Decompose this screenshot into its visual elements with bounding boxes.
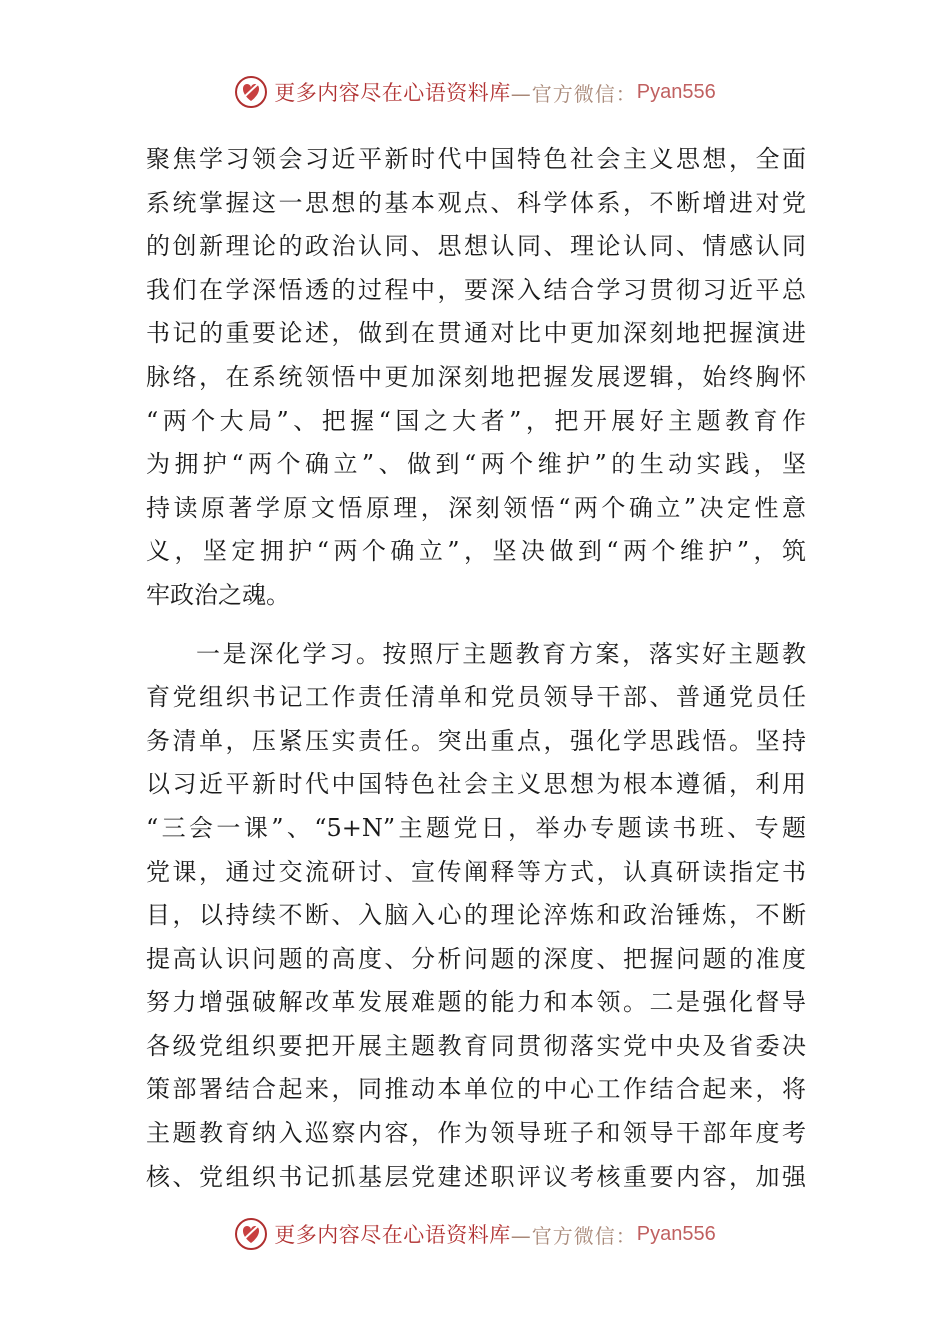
watermark-wechat-id: Pyan556 bbox=[636, 80, 716, 103]
footer-watermark bbox=[0, 1212, 950, 1256]
watermark-separator: —官方微信： bbox=[510, 81, 637, 106]
text-line: 为拥护“两个确立”、做到“两个维护”的生动实践，坚 bbox=[146, 450, 806, 479]
text-line: “两个大局”、把握“国之大者”，把开展好主题教育作 bbox=[146, 406, 806, 435]
watermark-separator: —官方微信： bbox=[510, 1223, 637, 1248]
text-line: 书记的重要论述，做到在贯通对比中更加深刻地把握演进 bbox=[146, 319, 806, 348]
watermark-title: 更多内容尽在心语资料库 bbox=[274, 1223, 511, 1247]
header-watermark bbox=[0, 70, 950, 114]
text-line: 努力增强破解改革发展难题的能力和本领。二是强化督导 bbox=[146, 988, 806, 1017]
text-line: “三会一课”、“5+N”主题党日，举办专题读书班、专题 bbox=[146, 813, 806, 842]
watermark-wechat-id: Pyan556 bbox=[636, 1222, 716, 1245]
text-line: 主题教育纳入巡察内容，作为领导班子和领导干部年度考 bbox=[146, 1119, 806, 1148]
text-line: 目，以持续不断、入脑入心的理论淬炼和政治锤炼，不断 bbox=[146, 901, 806, 930]
text-line: 以习近平新时代中国特色社会主义思想为根本遵循，利用 bbox=[146, 770, 806, 799]
text-line: 系统掌握这一思想的基本观点、科学体系，不断增进对党 bbox=[146, 188, 806, 217]
text-line: 提高认识问题的高度、分析问题的深度、把握问题的准度 bbox=[146, 944, 806, 973]
text-line: 各级党组织要把开展主题教育同贯彻落实党中央及省委决 bbox=[146, 1031, 806, 1060]
text-line: 一是深化学习。按照厅主题教育方案，落实好主题教 bbox=[196, 639, 806, 668]
paragraph-1 bbox=[146, 138, 806, 618]
text-line: 脉络，在系统领悟中更加深刻地把握发展逻辑，始终胸怀 bbox=[146, 362, 806, 391]
document-body bbox=[146, 138, 806, 1199]
text-line: 牢政治之魂。 bbox=[146, 580, 290, 609]
text-line: 持读原著学原文悟原理，深刻领悟“两个确立”决定性意 bbox=[146, 493, 806, 522]
text-line: 义，坚定拥护“两个确立”，坚决做到“两个维护”，筑 bbox=[146, 537, 806, 566]
paragraph-2 bbox=[146, 633, 806, 1200]
watermark-title: 更多内容尽在心语资料库 bbox=[274, 81, 511, 105]
text-line: 我们在学深悟透的过程中，要深入结合学习贯彻习近平总 bbox=[146, 275, 806, 304]
heart-logo-icon bbox=[234, 1217, 268, 1251]
text-line: 策部署结合起来，同推动本单位的中心工作结合起来，将 bbox=[146, 1075, 806, 1104]
text-line: 核、党组织书记抓基层党建述职评议考核重要内容，加强 bbox=[146, 1162, 806, 1191]
text-line: 育党组织书记工作责任清单和党员领导干部、普通党员任 bbox=[146, 683, 806, 712]
heart-logo-icon bbox=[234, 75, 268, 109]
text-line: 党课，通过交流研讨、宣传阐释等方式，认真研读指定书 bbox=[146, 857, 806, 886]
text-line: 务清单，压紧压实责任。突出重点，强化学思践悟。坚持 bbox=[146, 726, 806, 755]
text-line: 聚焦学习领会习近平新时代中国特色社会主义思想，全面 bbox=[146, 145, 806, 173]
text-line: 的创新理论的政治认同、思想认同、理论认同、情感认同 bbox=[146, 232, 806, 261]
